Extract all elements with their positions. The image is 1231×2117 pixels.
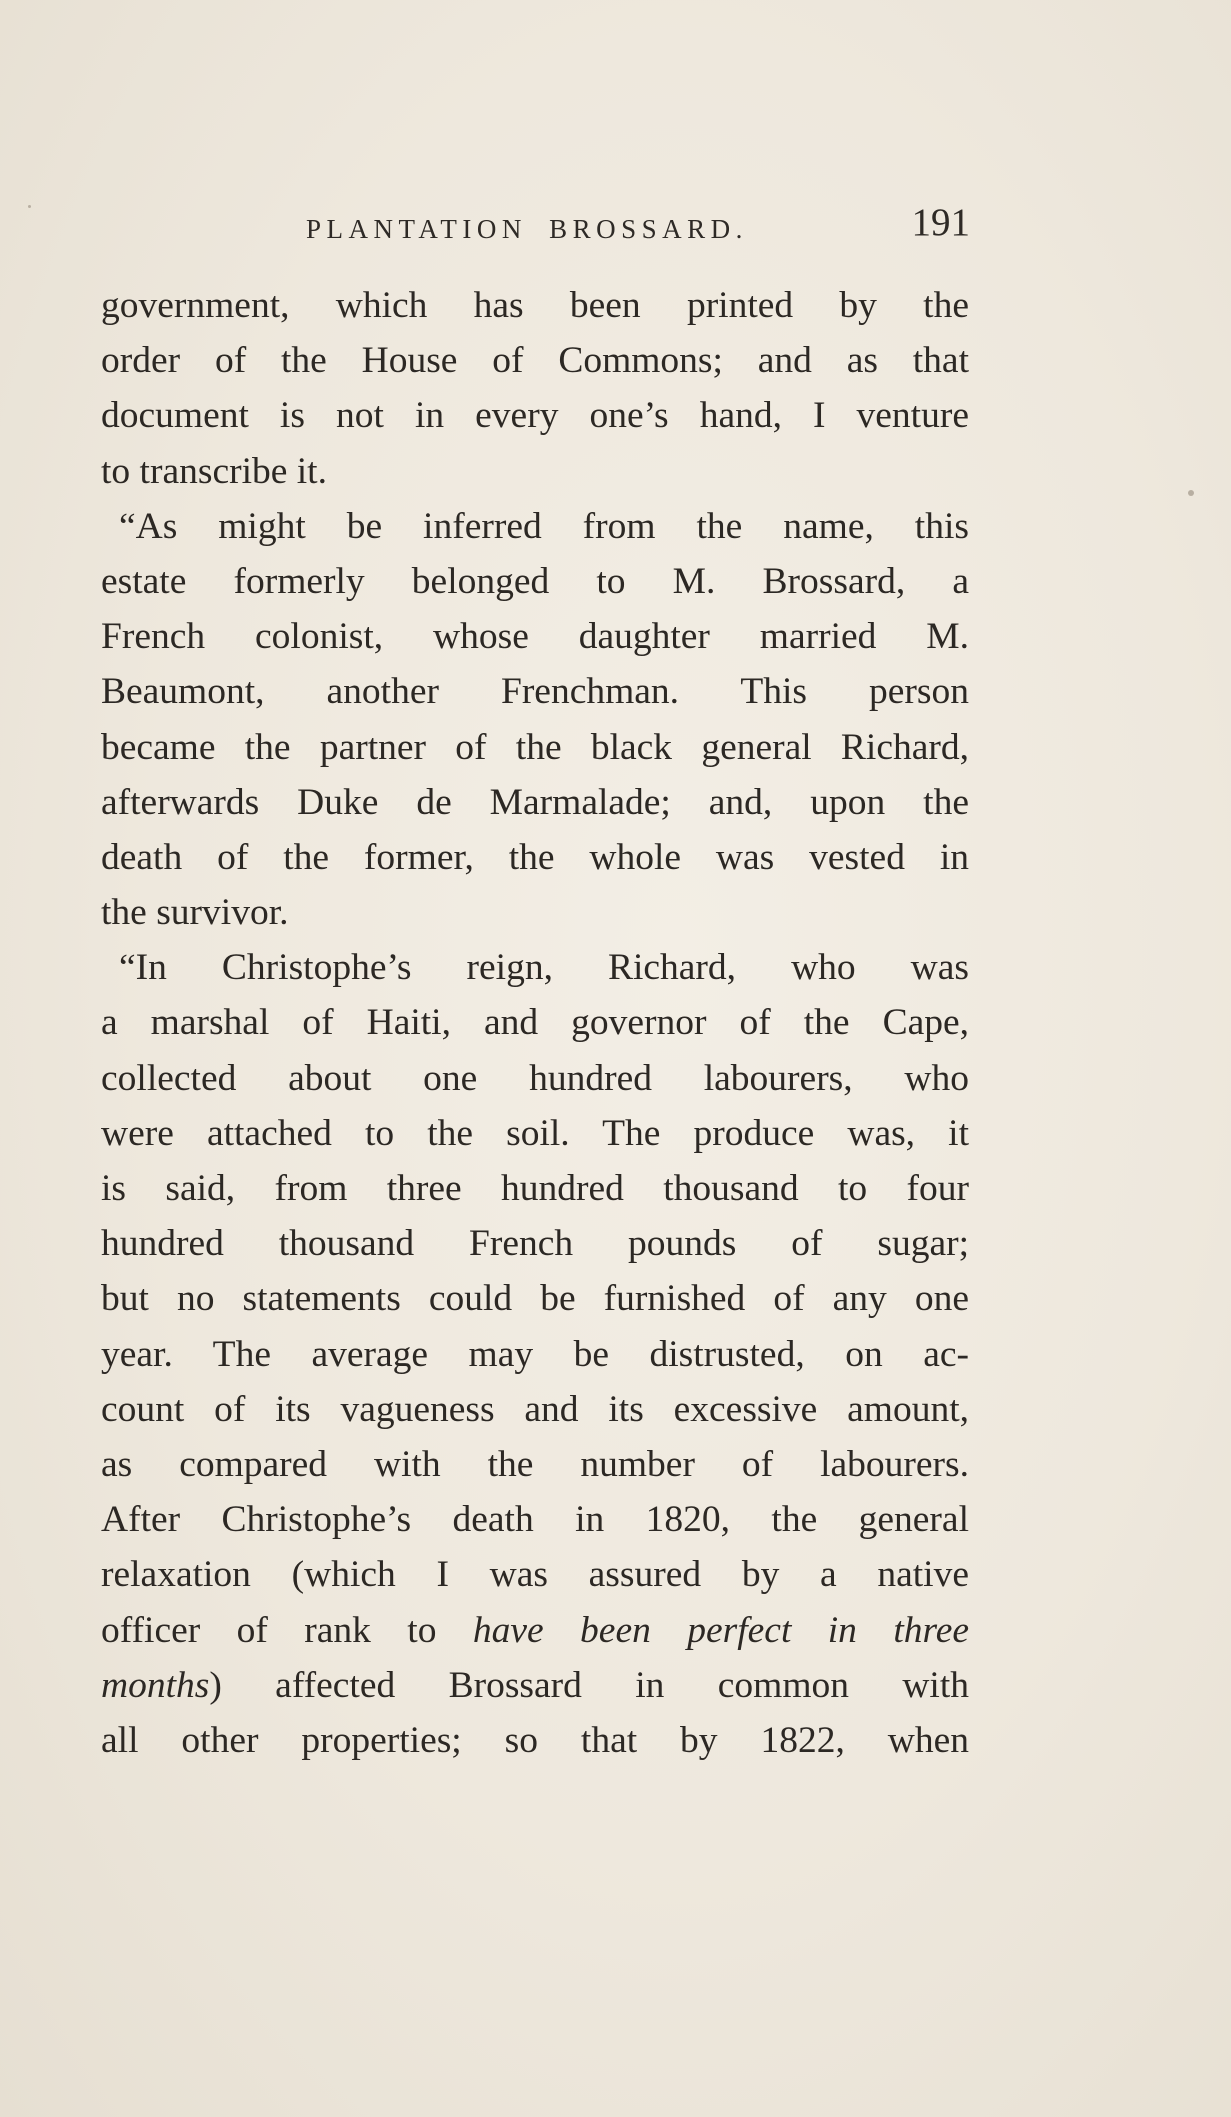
text-line: collected about one hundred labourers, who xyxy=(101,1057,969,1099)
text-line: a marshal of Haiti, and governor of the Cape, xyxy=(101,1002,969,1044)
text-line: order of the House of Commons; and as that xyxy=(101,340,969,382)
running-title: PLANTATION BROSSARD. xyxy=(306,214,748,244)
text-line: the survivor. xyxy=(101,892,289,934)
text-line: hundred thousand French pounds of sugar; xyxy=(101,1223,969,1265)
text-line xyxy=(101,1603,969,1658)
text-line: year. The average may be distrusted, on ac- xyxy=(101,1333,969,1375)
text-line: as compared with the number of labourers. xyxy=(101,1443,969,1485)
text-line: to transcribe it. xyxy=(101,450,327,492)
text-line: document is not in every one’s hand, I venture xyxy=(101,395,969,437)
text-line: count of its vagueness and its excessive amount, xyxy=(101,1388,969,1430)
paper-speck xyxy=(28,205,31,208)
page-number: 191 xyxy=(911,201,970,244)
text-line: government, which has been printed by the xyxy=(101,285,969,326)
text-line: estate formerly belonged to M. Brossard, a xyxy=(101,560,969,602)
text-line: After Christophe’s death in 1820, the general xyxy=(101,1499,969,1541)
text-line: “In Christophe’s reign, Richard, who was xyxy=(119,947,969,989)
italic-phrase: months xyxy=(101,1664,210,1706)
text-line: afterwards Duke de Marmalade; and, upon the xyxy=(101,781,969,823)
text-line: but no statements could be furnished of any one xyxy=(101,1278,969,1320)
paper-speck xyxy=(1188,490,1194,496)
text-line: became the partner of the black general Richard, xyxy=(101,726,969,768)
italic-phrase: have been perfect in three xyxy=(472,1609,969,1651)
text-line: all other properties; so that by 1822, when xyxy=(101,1719,969,1761)
page-header xyxy=(296,200,970,260)
text-run: officer of rank to xyxy=(101,1609,473,1651)
text-line: French colonist, whose daughter married M. xyxy=(101,616,969,658)
text-line: “As might be inferred from the name, this xyxy=(119,505,969,547)
text-line: death of the former, the whole was vested in xyxy=(101,836,969,878)
body-text xyxy=(101,278,969,1768)
text-line: is said, from three hundred thousand to four xyxy=(101,1168,969,1209)
text-run: ) affected Brossard in common with xyxy=(209,1664,969,1706)
text-line: were attached to the soil. The produce was, it xyxy=(101,1112,969,1154)
text-line: relaxation (which I was assured by a native xyxy=(101,1554,969,1596)
text-line xyxy=(101,1658,969,1713)
text-line: Beaumont, another Frenchman. This person xyxy=(101,671,969,713)
